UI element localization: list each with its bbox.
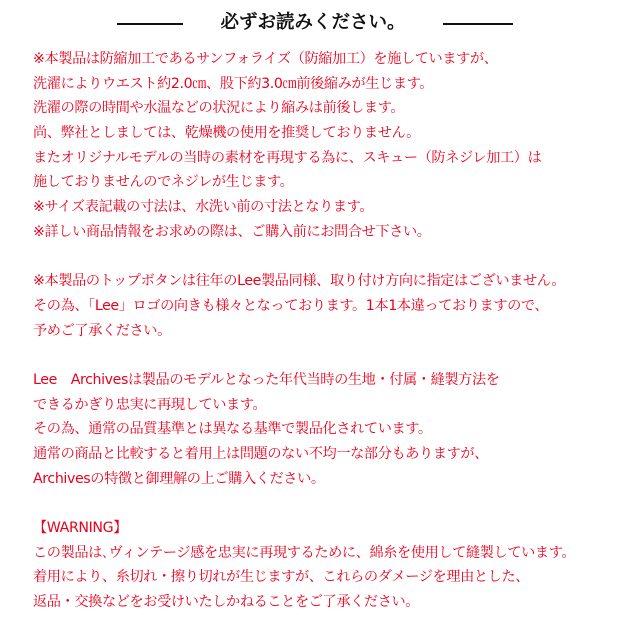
paragraph-spacer — [33, 491, 633, 516]
text-line: 予めご了承ください。 — [33, 322, 171, 339]
notice-title: 必ずお読みください。 — [220, 12, 406, 33]
text-line: その為、通常の品質基準とは異なる基準で製品化されています。 — [33, 421, 432, 438]
header-rule-right — [443, 23, 513, 25]
text-line: 施しておりませんのでネジレが生じます。 — [33, 174, 294, 191]
paragraph-shrinkage — [33, 47, 633, 245]
text-line: Lee Archivesは製品のモデルとなった年代当時の生地・付属・縫製方法を — [33, 371, 500, 388]
text-line: ※詳しい商品情報をお求めの際は、ご購入前にお問合せ下さい。 — [33, 223, 431, 240]
text-line: ※本製品のトップボタンは往年のLee製品同様、取り付け方向に指定はございません。 — [33, 273, 566, 290]
text-line: 尚、弊社としましては、乾燥機の使用を推奨しておりません。 — [33, 125, 420, 142]
notice-header — [0, 8, 640, 36]
text-line: 洗濯の際の時間や水温などの状況により縮みは前後します。 — [33, 100, 405, 117]
header-rule-left — [117, 23, 183, 25]
text-line: 洗濯によりウエスト約2.0㎝、股下約3.0㎝前後縮みが生じます。 — [33, 75, 434, 92]
paragraph-spacer — [33, 343, 633, 368]
paragraph-spacer — [33, 245, 633, 270]
text-line: この製品は､ヴィンテージ感を忠実に再現するために、綿糸を使用して縫製しています。 — [33, 544, 576, 561]
text-line: その為、「Lee」ロゴの向きも様々となっております。1本1本違っておりますので、 — [33, 297, 549, 314]
text-line: またオリジナルモデルの当時の素材を再現する為に、スキュー（防ネジレ加工）は — [33, 149, 542, 166]
notice-body — [33, 47, 633, 615]
paragraph-top-button — [33, 269, 633, 343]
text-line: できるかぎり忠実に再現しています。 — [33, 396, 267, 413]
text-line: 返品・交換などをお受けいたしかねることをご了承ください。 — [33, 594, 420, 611]
paragraph-archives — [33, 368, 633, 491]
text-line: 通常の商品と比較すると着用上は問題のない不均一な部分もありますが、 — [33, 446, 488, 462]
text-line: ※サイズ表記載の寸法は、水洗い前の寸法となります。 — [33, 199, 374, 216]
paragraph-warning — [33, 516, 633, 615]
text-line: Archivesの特徴と御理解の上ご購入ください。 — [33, 470, 325, 487]
warning-heading: 【WARNING】 — [33, 520, 127, 537]
text-line: 着用により、糸切れ・擦り切れが生じますが、これらのダメージを理由とした、 — [33, 569, 530, 586]
text-line: ※本製品は防縮加工であるサンフォライズ（防縮加工）を施していますが、 — [33, 51, 498, 67]
